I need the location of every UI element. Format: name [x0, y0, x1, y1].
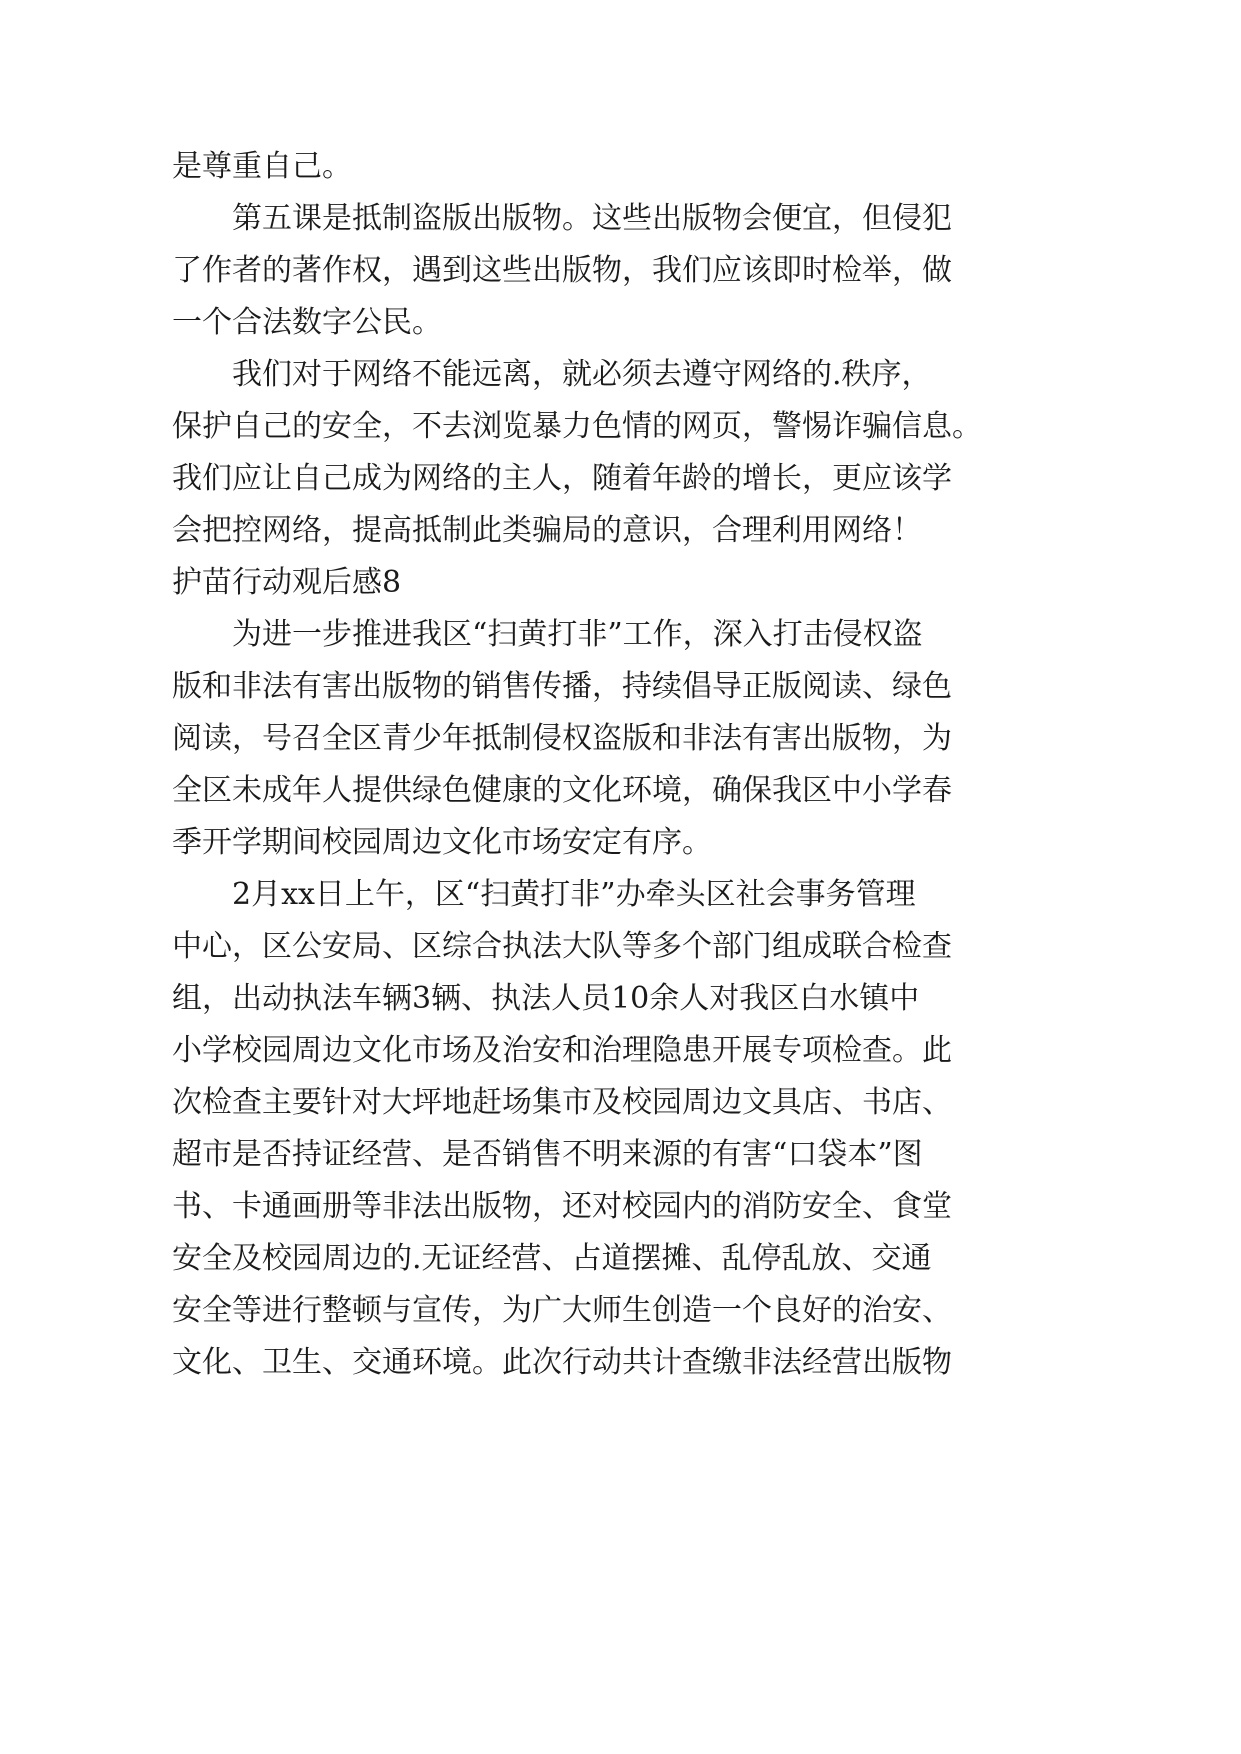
text-line — [0, 974, 1241, 1024]
text-line — [0, 506, 1241, 556]
line-text: 一个合法数字公民。 — [172, 305, 442, 340]
text-line — [0, 870, 1241, 920]
text-line — [0, 1286, 1241, 1336]
line-text: 版和非法有害出版物的销售传播，持续倡导正版阅读、绿色 — [172, 669, 952, 704]
text-line — [0, 766, 1241, 816]
text-line — [0, 1338, 1241, 1388]
heading-text: 护苗行动观后感8 — [172, 565, 402, 600]
line-text: 次检查主要针对大坪地赶场集市及校园周边文具店、书店、 — [172, 1085, 952, 1120]
line-text: 会把控网络，提高抵制此类骗局的意识，合理利用网络！ — [172, 513, 922, 548]
text-line — [0, 402, 1241, 452]
line-text: 全区未成年人提供绿色健康的文化环境，确保我区中小学春 — [172, 773, 952, 808]
line-text: 小学校园周边文化市场及治安和治理隐患开展专项检查。此 — [172, 1033, 952, 1068]
line-text: 保护自己的安全，不去浏览暴力色情的网页，警惕诈骗信息。 — [172, 409, 982, 444]
text-line — [0, 1026, 1241, 1076]
section-heading — [0, 558, 1241, 608]
text-line — [0, 714, 1241, 764]
line-text: 安全等进行整顿与宣传，为广大师生创造一个良好的治安、 — [172, 1293, 952, 1328]
text-line — [0, 298, 1241, 348]
text-line — [0, 350, 1241, 400]
line-text: 文化、卫生、交通环境。此次行动共计查缴非法经营出版物 — [172, 1345, 952, 1380]
line-text: 书、卡通画册等非法出版物，还对校园内的消防安全、食堂 — [172, 1189, 952, 1224]
line-text: 是尊重自己。 — [172, 149, 352, 184]
text-line — [0, 194, 1241, 244]
line-text: 阅读，号召全区青少年抵制侵权盗版和非法有害出版物，为 — [172, 721, 952, 756]
text-line — [0, 142, 1241, 192]
line-text: 第五课是抵制盗版出版物。这些出版物会便宜，但侵犯 — [232, 201, 952, 236]
text-line — [0, 610, 1241, 660]
line-text: 季开学期间校园周边文化市场安定有序。 — [172, 825, 712, 860]
text-line — [0, 1182, 1241, 1232]
text-line — [0, 818, 1241, 868]
line-text: 2月xx日上午，区“扫黄打非”办牵头区社会事务管理 — [232, 877, 916, 912]
line-text: 为进一步推进我区“扫黄打非”工作，深入打击侵权盗 — [232, 617, 923, 652]
text-line — [0, 662, 1241, 712]
line-text: 中心，区公安局、区综合执法大队等多个部门组成联合检查 — [172, 929, 952, 964]
line-text: 了作者的著作权，遇到这些出版物，我们应该即时检举，做 — [172, 253, 952, 288]
text-line — [0, 454, 1241, 504]
text-line — [0, 1078, 1241, 1128]
line-text: 组，出动执法车辆3辆、执法人员10余人对我区白水镇中 — [172, 981, 920, 1016]
line-text: 安全及校园周边的.无证经营、占道摆摊、乱停乱放、交通 — [172, 1241, 932, 1276]
text-line — [0, 922, 1241, 972]
line-text: 我们应让自己成为网络的主人，随着年龄的增长，更应该学 — [172, 461, 952, 496]
line-text: 我们对于网络不能远离，就必须去遵守网络的.秩序， — [232, 357, 932, 392]
text-line — [0, 1130, 1241, 1180]
line-text: 超市是否持证经营、是否销售不明来源的有害“口袋本”图 — [172, 1137, 923, 1172]
text-line — [0, 1234, 1241, 1284]
text-line — [0, 246, 1241, 296]
